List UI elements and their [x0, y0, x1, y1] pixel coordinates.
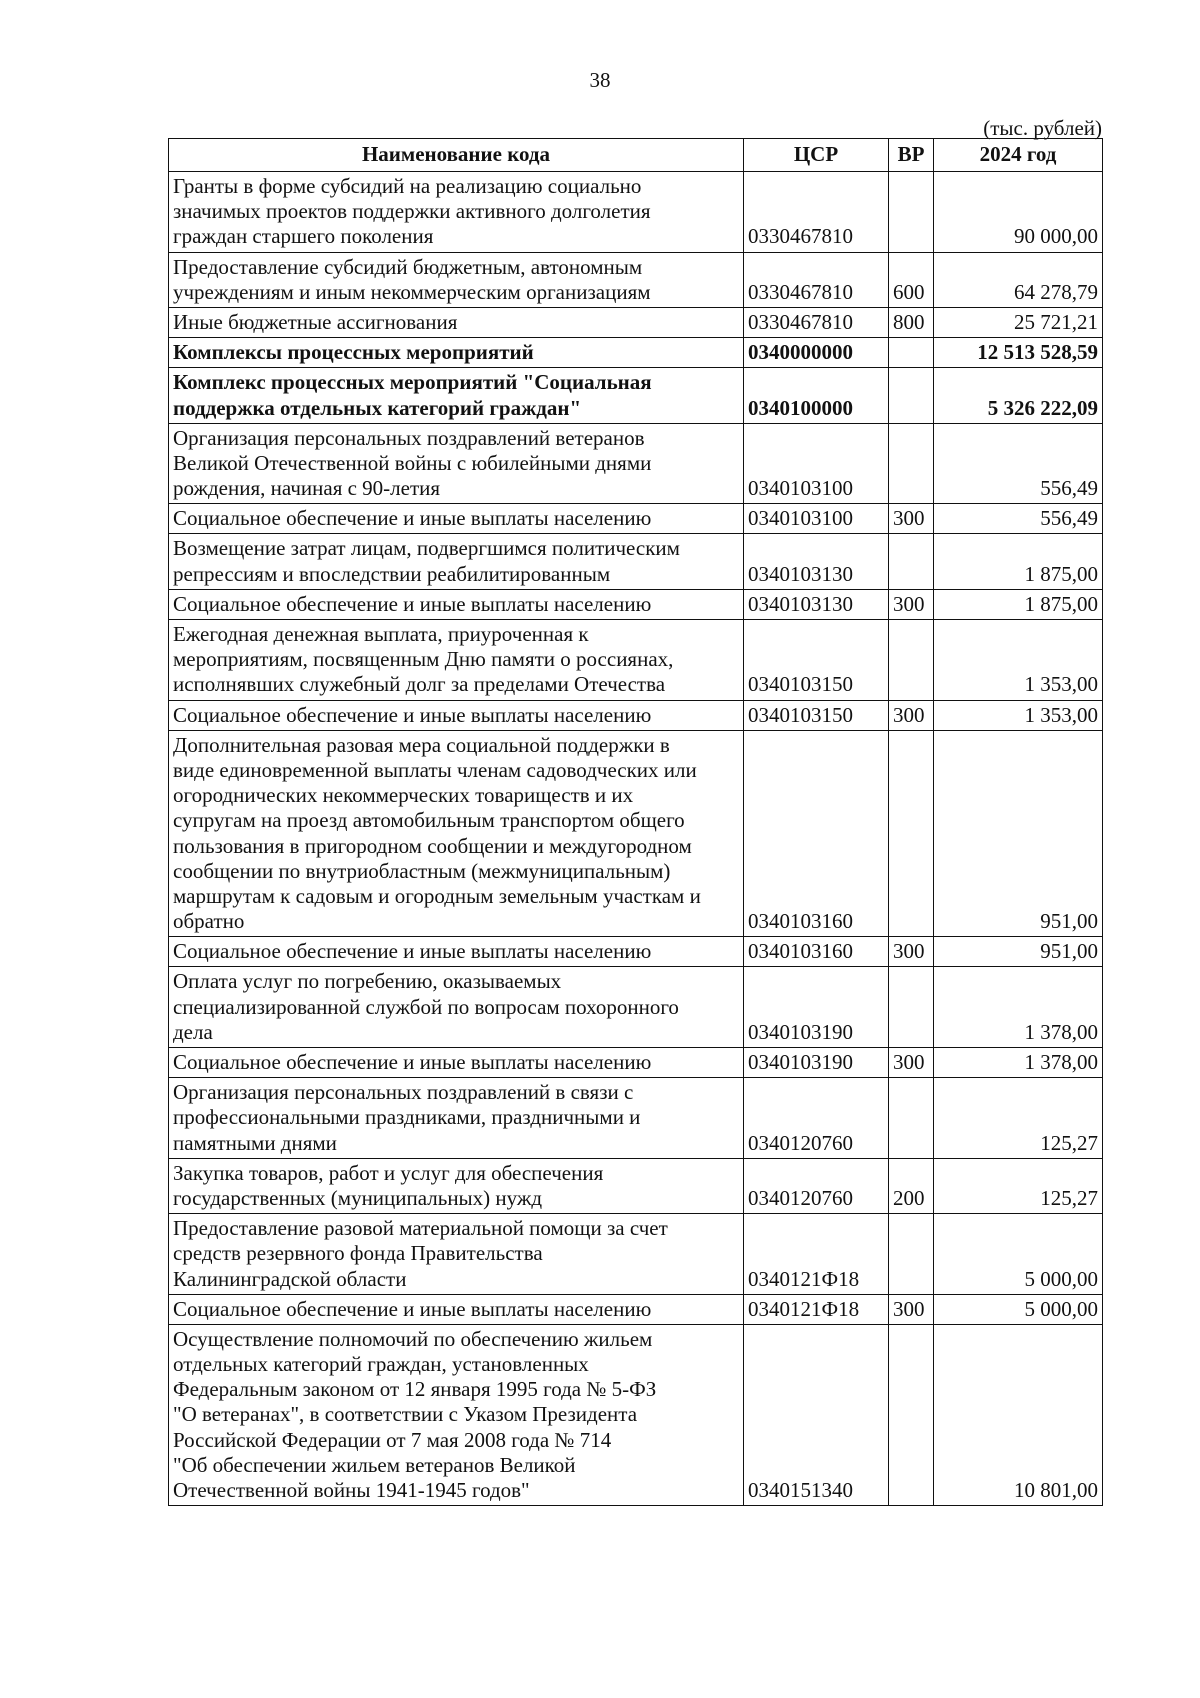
row-name: Иные бюджетные ассигнования: [169, 307, 744, 337]
row-sum: 1 353,00: [934, 700, 1103, 730]
table-row: [169, 1158, 1103, 1213]
row-csr: 0340103130: [744, 589, 889, 619]
row-name: Осуществление полномочий по обеспечению жильем отдельных категорий граждан, установленных Федеральным законом от 12 января 1995 года № 5-ФЗ "О ветеранах", в соответствии с Указом Президента Российской Федерации от 7 мая 2008 года № 714 "Об обеспечении жильем ветеранов Великой Отечественной войны 1941-1945 годов": [169, 1324, 744, 1505]
table-row: [169, 368, 1103, 423]
row-vr: [889, 1214, 934, 1295]
row-vr: 300: [889, 937, 934, 967]
row-name: Комплекс процессных мероприятий "Социальная поддержка отдельных категорий граждан": [169, 368, 744, 423]
header-name: Наименование кода: [169, 139, 744, 172]
row-name: Закупка товаров, работ и услуг для обеспечения государственных (муниципальных) нужд: [169, 1158, 744, 1213]
table-row: [169, 700, 1103, 730]
row-vr: 300: [889, 1294, 934, 1324]
row-csr: 0340103160: [744, 730, 889, 937]
row-sum: 5 000,00: [934, 1214, 1103, 1295]
row-name: Дополнительная разовая мера социальной поддержки в виде единовременной выплаты членам садоводческих или огороднических некоммерческих товариществ и их супругам на проезд автомобильным транспортом общего пользования в пригородном сообщении и междугородном сообщении по внутриобластным (межмуниципальным) маршрутам к садовым и огородным земельным участкам и обратно: [169, 730, 744, 937]
row-csr: 0330467810: [744, 252, 889, 307]
table-row: [169, 1078, 1103, 1159]
row-vr: [889, 172, 934, 253]
units-label: (тыс. рублей): [983, 116, 1102, 140]
row-name: Организация персональных поздравлений в связи с профессиональными праздниками, праздничными и памятными днями: [169, 1078, 744, 1159]
table-row: [169, 534, 1103, 589]
row-name: Ежегодная денежная выплата, приуроченная к мероприятиям, посвященным Дню памяти о россиянах, исполнявших служебный долг за пределами Отечества: [169, 620, 744, 701]
header-vr: ВР: [889, 139, 934, 172]
row-name: Оплата услуг по погребению, оказываемых специализированной службой по вопросам похоронного дела: [169, 967, 744, 1048]
row-sum: 25 721,21: [934, 307, 1103, 337]
table-row: [169, 730, 1103, 937]
table-row: [169, 307, 1103, 337]
row-sum: 90 000,00: [934, 172, 1103, 253]
row-csr: 0330467810: [744, 307, 889, 337]
row-vr: 800: [889, 307, 934, 337]
row-vr: [889, 620, 934, 701]
row-vr: 300: [889, 589, 934, 619]
row-vr: 600: [889, 252, 934, 307]
row-sum: 10 801,00: [934, 1324, 1103, 1505]
header-csr: ЦСР: [744, 139, 889, 172]
row-name: Социальное обеспечение и иные выплаты населению: [169, 1048, 744, 1078]
row-csr: 0340120760: [744, 1078, 889, 1159]
row-sum: 556,49: [934, 504, 1103, 534]
row-sum: 5 326 222,09: [934, 368, 1103, 423]
page-number: 38: [589, 68, 611, 92]
row-sum: 556,49: [934, 423, 1103, 504]
budget-table: [168, 138, 1103, 1506]
row-sum: 951,00: [934, 937, 1103, 967]
row-vr: [889, 338, 934, 368]
table-row: [169, 172, 1103, 253]
row-vr: 300: [889, 700, 934, 730]
row-csr: 0340103100: [744, 504, 889, 534]
row-csr: 0340103100: [744, 423, 889, 504]
row-sum: 64 278,79: [934, 252, 1103, 307]
table-row: [169, 338, 1103, 368]
row-vr: [889, 1324, 934, 1505]
row-vr: [889, 1078, 934, 1159]
row-name: Социальное обеспечение и иные выплаты населению: [169, 589, 744, 619]
table-row: [169, 504, 1103, 534]
row-vr: [889, 534, 934, 589]
row-sum: 5 000,00: [934, 1294, 1103, 1324]
row-csr: 0340121Ф18: [744, 1214, 889, 1295]
row-sum: 1 378,00: [934, 1048, 1103, 1078]
row-sum: 951,00: [934, 730, 1103, 937]
row-name: Предоставление разовой материальной помощи за счет средств резервного фонда Правительства Калининградской области: [169, 1214, 744, 1295]
row-vr: 200: [889, 1158, 934, 1213]
row-csr: 0340103190: [744, 1048, 889, 1078]
row-csr: 0340000000: [744, 338, 889, 368]
row-csr: 0340100000: [744, 368, 889, 423]
table-row: [169, 589, 1103, 619]
row-csr: 0340103150: [744, 700, 889, 730]
table-row: [169, 1048, 1103, 1078]
row-sum: 1 875,00: [934, 534, 1103, 589]
table-body: [169, 172, 1103, 1506]
row-name: Социальное обеспечение и иные выплаты населению: [169, 1294, 744, 1324]
row-csr: 0330467810: [744, 172, 889, 253]
table-row: [169, 1324, 1103, 1505]
row-sum: 125,27: [934, 1158, 1103, 1213]
row-name: Социальное обеспечение и иные выплаты населению: [169, 700, 744, 730]
row-name: Комплексы процессных мероприятий: [169, 338, 744, 368]
row-csr: 0340103160: [744, 937, 889, 967]
row-name: Гранты в форме субсидий на реализацию социально значимых проектов поддержки активного долголетия граждан старшего поколения: [169, 172, 744, 253]
row-name: Организация персональных поздравлений ветеранов Великой Отечественной войны с юбилейными днями рождения, начиная с 90-летия: [169, 423, 744, 504]
table-row: [169, 937, 1103, 967]
row-name: Возмещение затрат лицам, подвергшимся политическим репрессиям и впоследствии реабилитированным: [169, 534, 744, 589]
row-sum: 1 353,00: [934, 620, 1103, 701]
table-header-row: [169, 139, 1103, 172]
table-row: [169, 1214, 1103, 1295]
table-row: [169, 1294, 1103, 1324]
row-sum: 12 513 528,59: [934, 338, 1103, 368]
row-vr: [889, 368, 934, 423]
row-vr: [889, 730, 934, 937]
row-sum: 125,27: [934, 1078, 1103, 1159]
row-sum: 1 875,00: [934, 589, 1103, 619]
table-row: [169, 620, 1103, 701]
row-csr: 0340103190: [744, 967, 889, 1048]
row-csr: 0340151340: [744, 1324, 889, 1505]
row-csr: 0340121Ф18: [744, 1294, 889, 1324]
row-csr: 0340120760: [744, 1158, 889, 1213]
table-row: [169, 967, 1103, 1048]
table-row: [169, 252, 1103, 307]
row-csr: 0340103150: [744, 620, 889, 701]
row-vr: [889, 423, 934, 504]
row-name: Предоставление субсидий бюджетным, автономным учреждениям и иным некоммерческим организациям: [169, 252, 744, 307]
row-name: Социальное обеспечение и иные выплаты населению: [169, 504, 744, 534]
row-vr: 300: [889, 504, 934, 534]
row-vr: 300: [889, 1048, 934, 1078]
row-sum: 1 378,00: [934, 967, 1103, 1048]
row-vr: [889, 967, 934, 1048]
row-csr: 0340103130: [744, 534, 889, 589]
row-name: Социальное обеспечение и иные выплаты населению: [169, 937, 744, 967]
header-year: 2024 год: [934, 139, 1103, 172]
table-row: [169, 423, 1103, 504]
